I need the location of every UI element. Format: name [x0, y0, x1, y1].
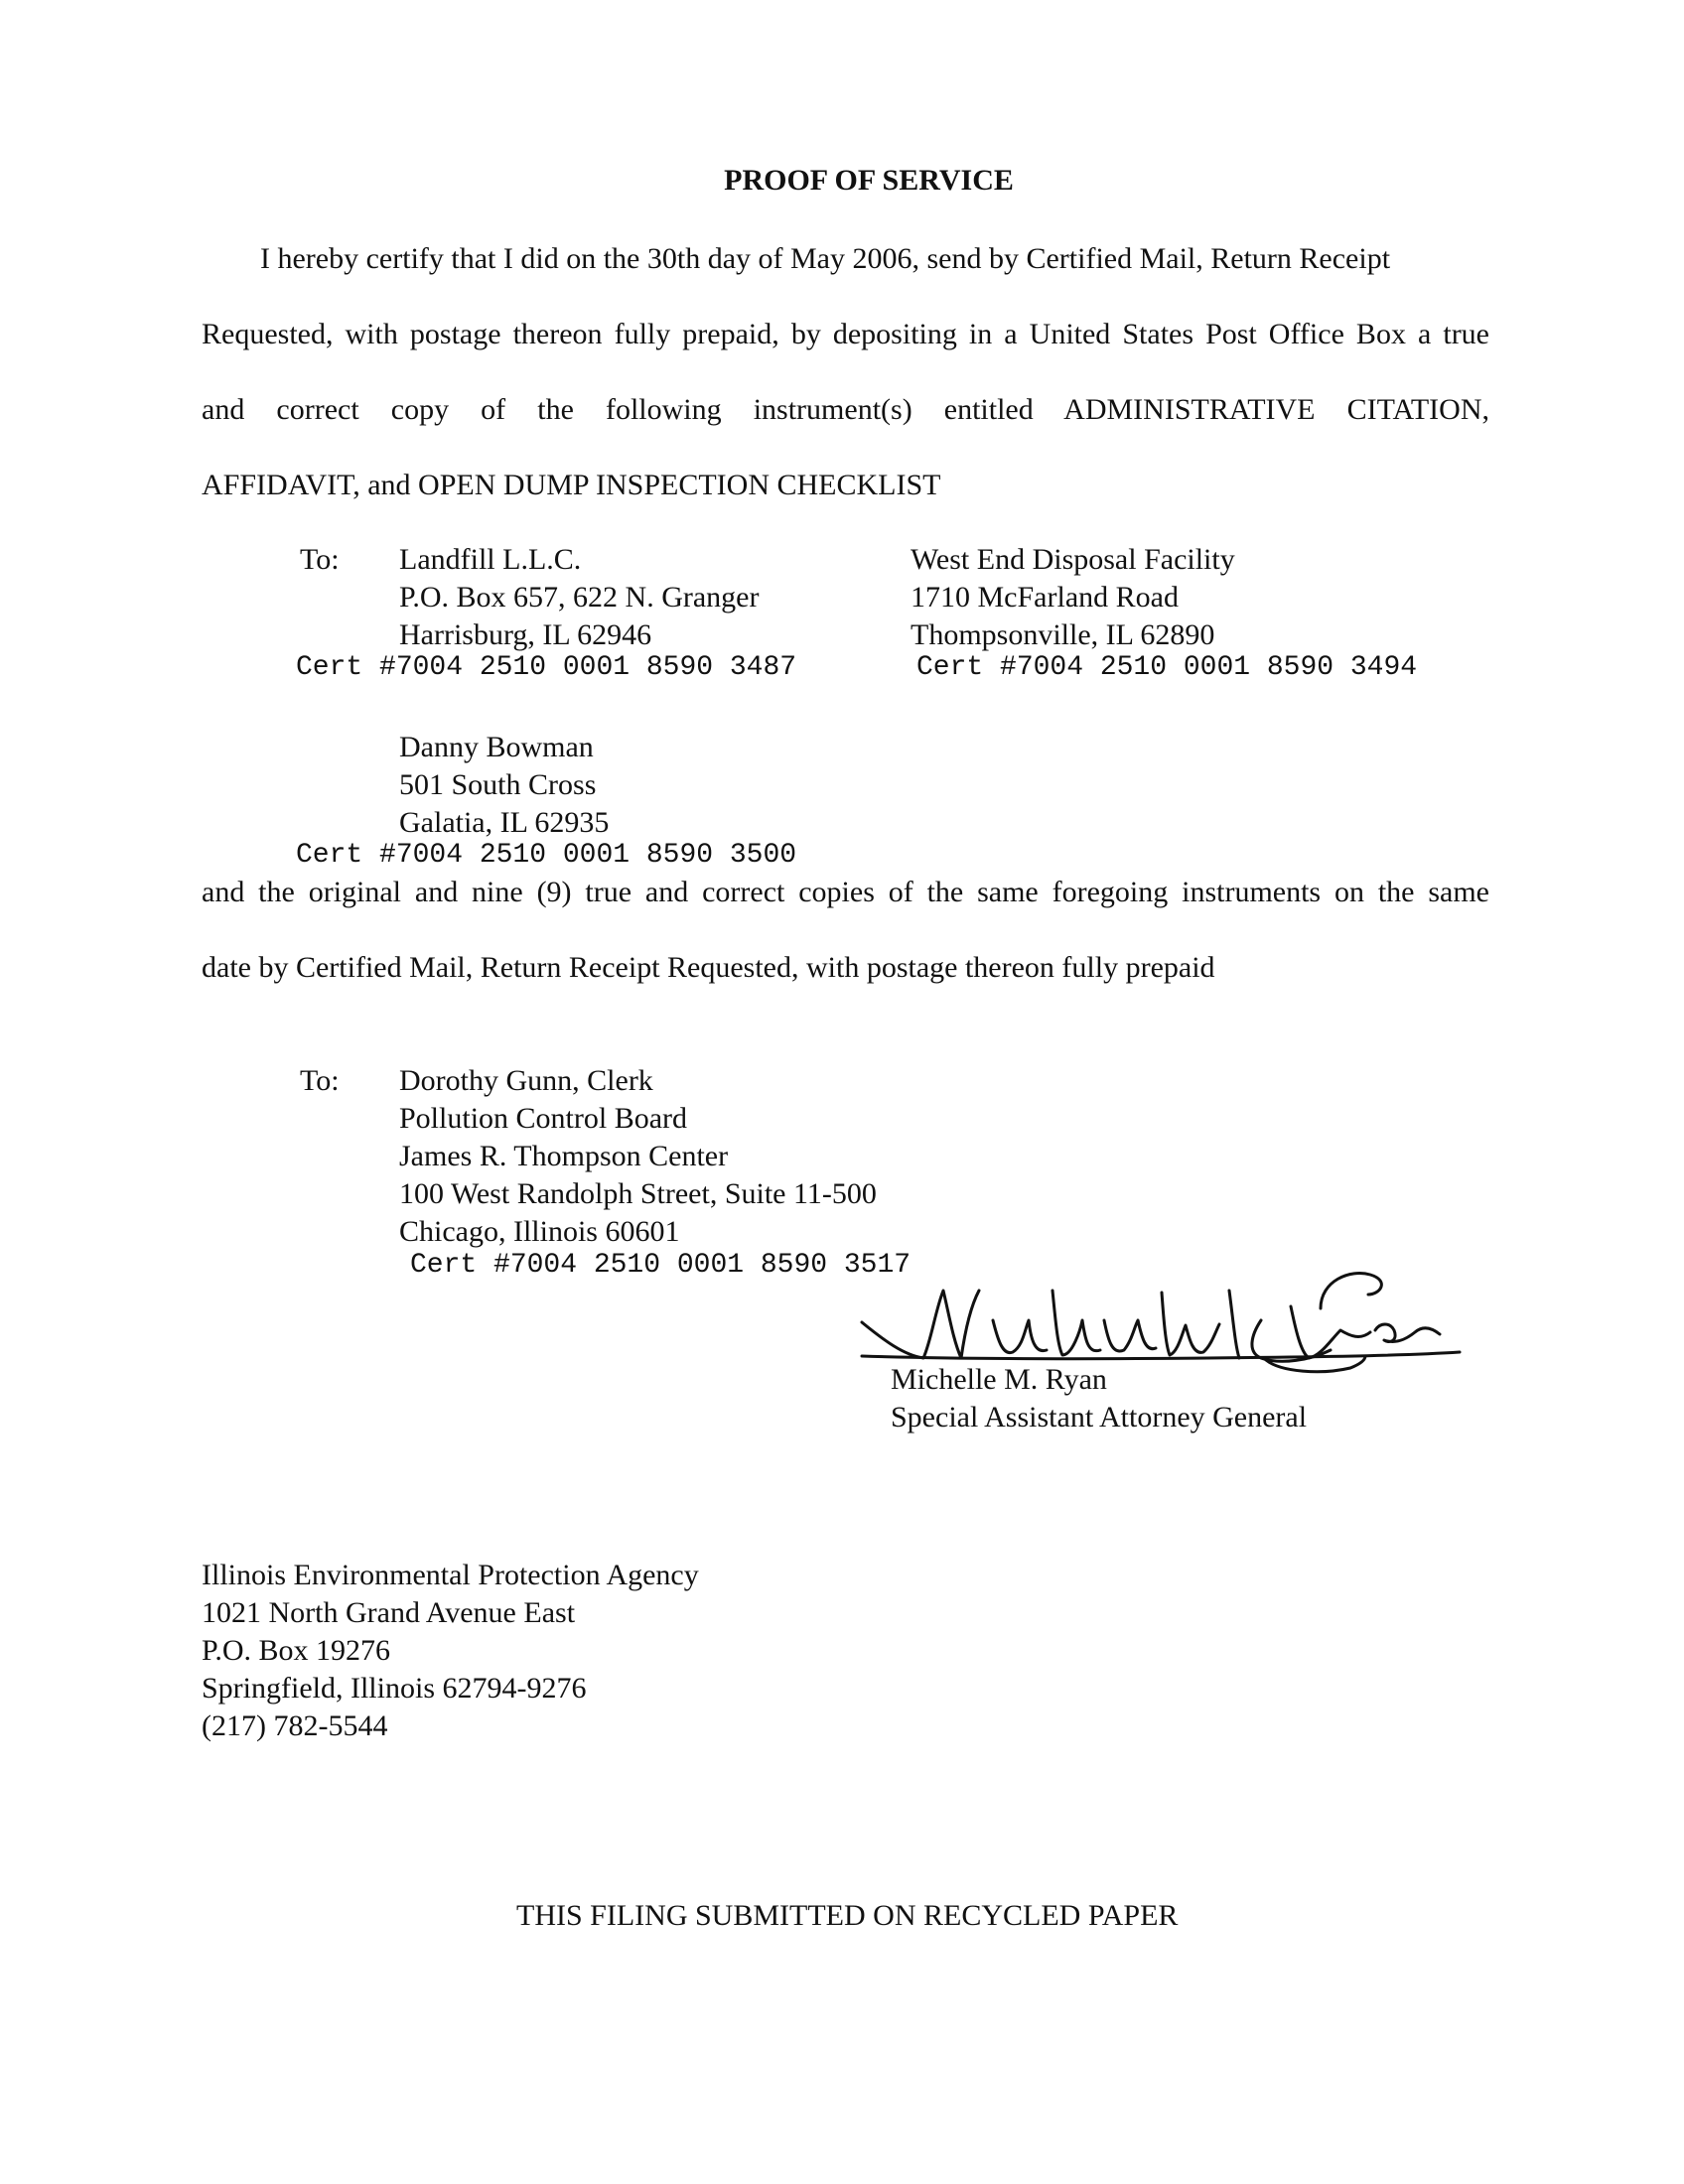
intro-line-4: AFFIDAVIT, and OPEN DUMP INSPECTION CHECKLIST [202, 469, 941, 501]
intro-line-3: and correct copy of the following instrument(s) entitled ADMINISTRATIVE CITATION, [202, 393, 1489, 426]
clerk-city: Chicago, Illinois 60601 [399, 1215, 680, 1248]
clerk-center: James R. Thompson Center [399, 1140, 729, 1172]
intro-line-2: Requested, with postage thereon fully prepaid, by depositing in a United States Post Office Box a true [202, 318, 1489, 350]
recipient-3-cert: Cert #7004 2510 0001 8590 3500 [296, 840, 797, 871]
recipient-2-name: West End Disposal Facility [911, 543, 1235, 576]
recipient-1-city: Harrisburg, IL 62946 [399, 618, 652, 651]
agency-city: Springfield, Illinois 62794-9276 [202, 1672, 587, 1705]
recipient-2-city: Thompsonville, IL 62890 [911, 618, 1215, 651]
agency-pobox: P.O. Box 19276 [202, 1634, 391, 1667]
recipient-3-street: 501 South Cross [399, 768, 597, 801]
recipient-1-name: Landfill L.L.C. [399, 543, 582, 576]
agency-name: Illinois Environmental Protection Agency [202, 1559, 699, 1591]
recipient-address-3 [399, 729, 609, 842]
agency-phone: (217) 782-5544 [202, 1709, 388, 1742]
recipient-2-cert: Cert #7004 2510 0001 8590 3494 [916, 652, 1418, 683]
clerk-cert: Cert #7004 2510 0001 8590 3517 [410, 1250, 912, 1281]
clerk-address [399, 1062, 877, 1251]
clerk-to-label: To: [300, 1064, 340, 1097]
recipient-address-1 [399, 541, 759, 654]
agency-address [202, 1557, 699, 1745]
recipient-2-street: 1710 McFarland Road [911, 581, 1179, 614]
recipient-3-city: Galatia, IL 62935 [399, 806, 610, 839]
clerk-board: Pollution Control Board [399, 1102, 688, 1135]
signer-role: Special Assistant Attorney General [891, 1401, 1308, 1433]
to-label: To: [300, 543, 340, 576]
signer-block [891, 1361, 1307, 1436]
recipient-3-name: Danny Bowman [399, 731, 594, 763]
recipient-1-cert: Cert #7004 2510 0001 8590 3487 [296, 652, 797, 683]
footer-note: THIS FILING SUBMITTED ON RECYCLED PAPER [516, 1899, 1179, 1932]
agency-street: 1021 North Grand Avenue East [202, 1596, 576, 1629]
recipient-address-2 [911, 541, 1235, 654]
intro-line-1: I hereby certify that I did on the 30th day of May 2006, send by Certified Mail, Return Receipt [260, 242, 1391, 275]
clerk-name: Dorothy Gunn, Clerk [399, 1064, 653, 1097]
recipient-1-street: P.O. Box 657, 622 N. Granger [399, 581, 760, 614]
clerk-street: 100 West Randolph Street, Suite 11-500 [399, 1177, 877, 1210]
page-title: PROOF OF SERVICE [724, 164, 1014, 197]
middle-line-1: and the original and nine (9) true and correct copies of the same foregoing instruments on the same [202, 876, 1489, 908]
signer-name: Michelle M. Ryan [891, 1363, 1107, 1396]
middle-line-2: date by Certified Mail, Return Receipt Requested, with postage thereon fully prepaid [202, 951, 1215, 984]
